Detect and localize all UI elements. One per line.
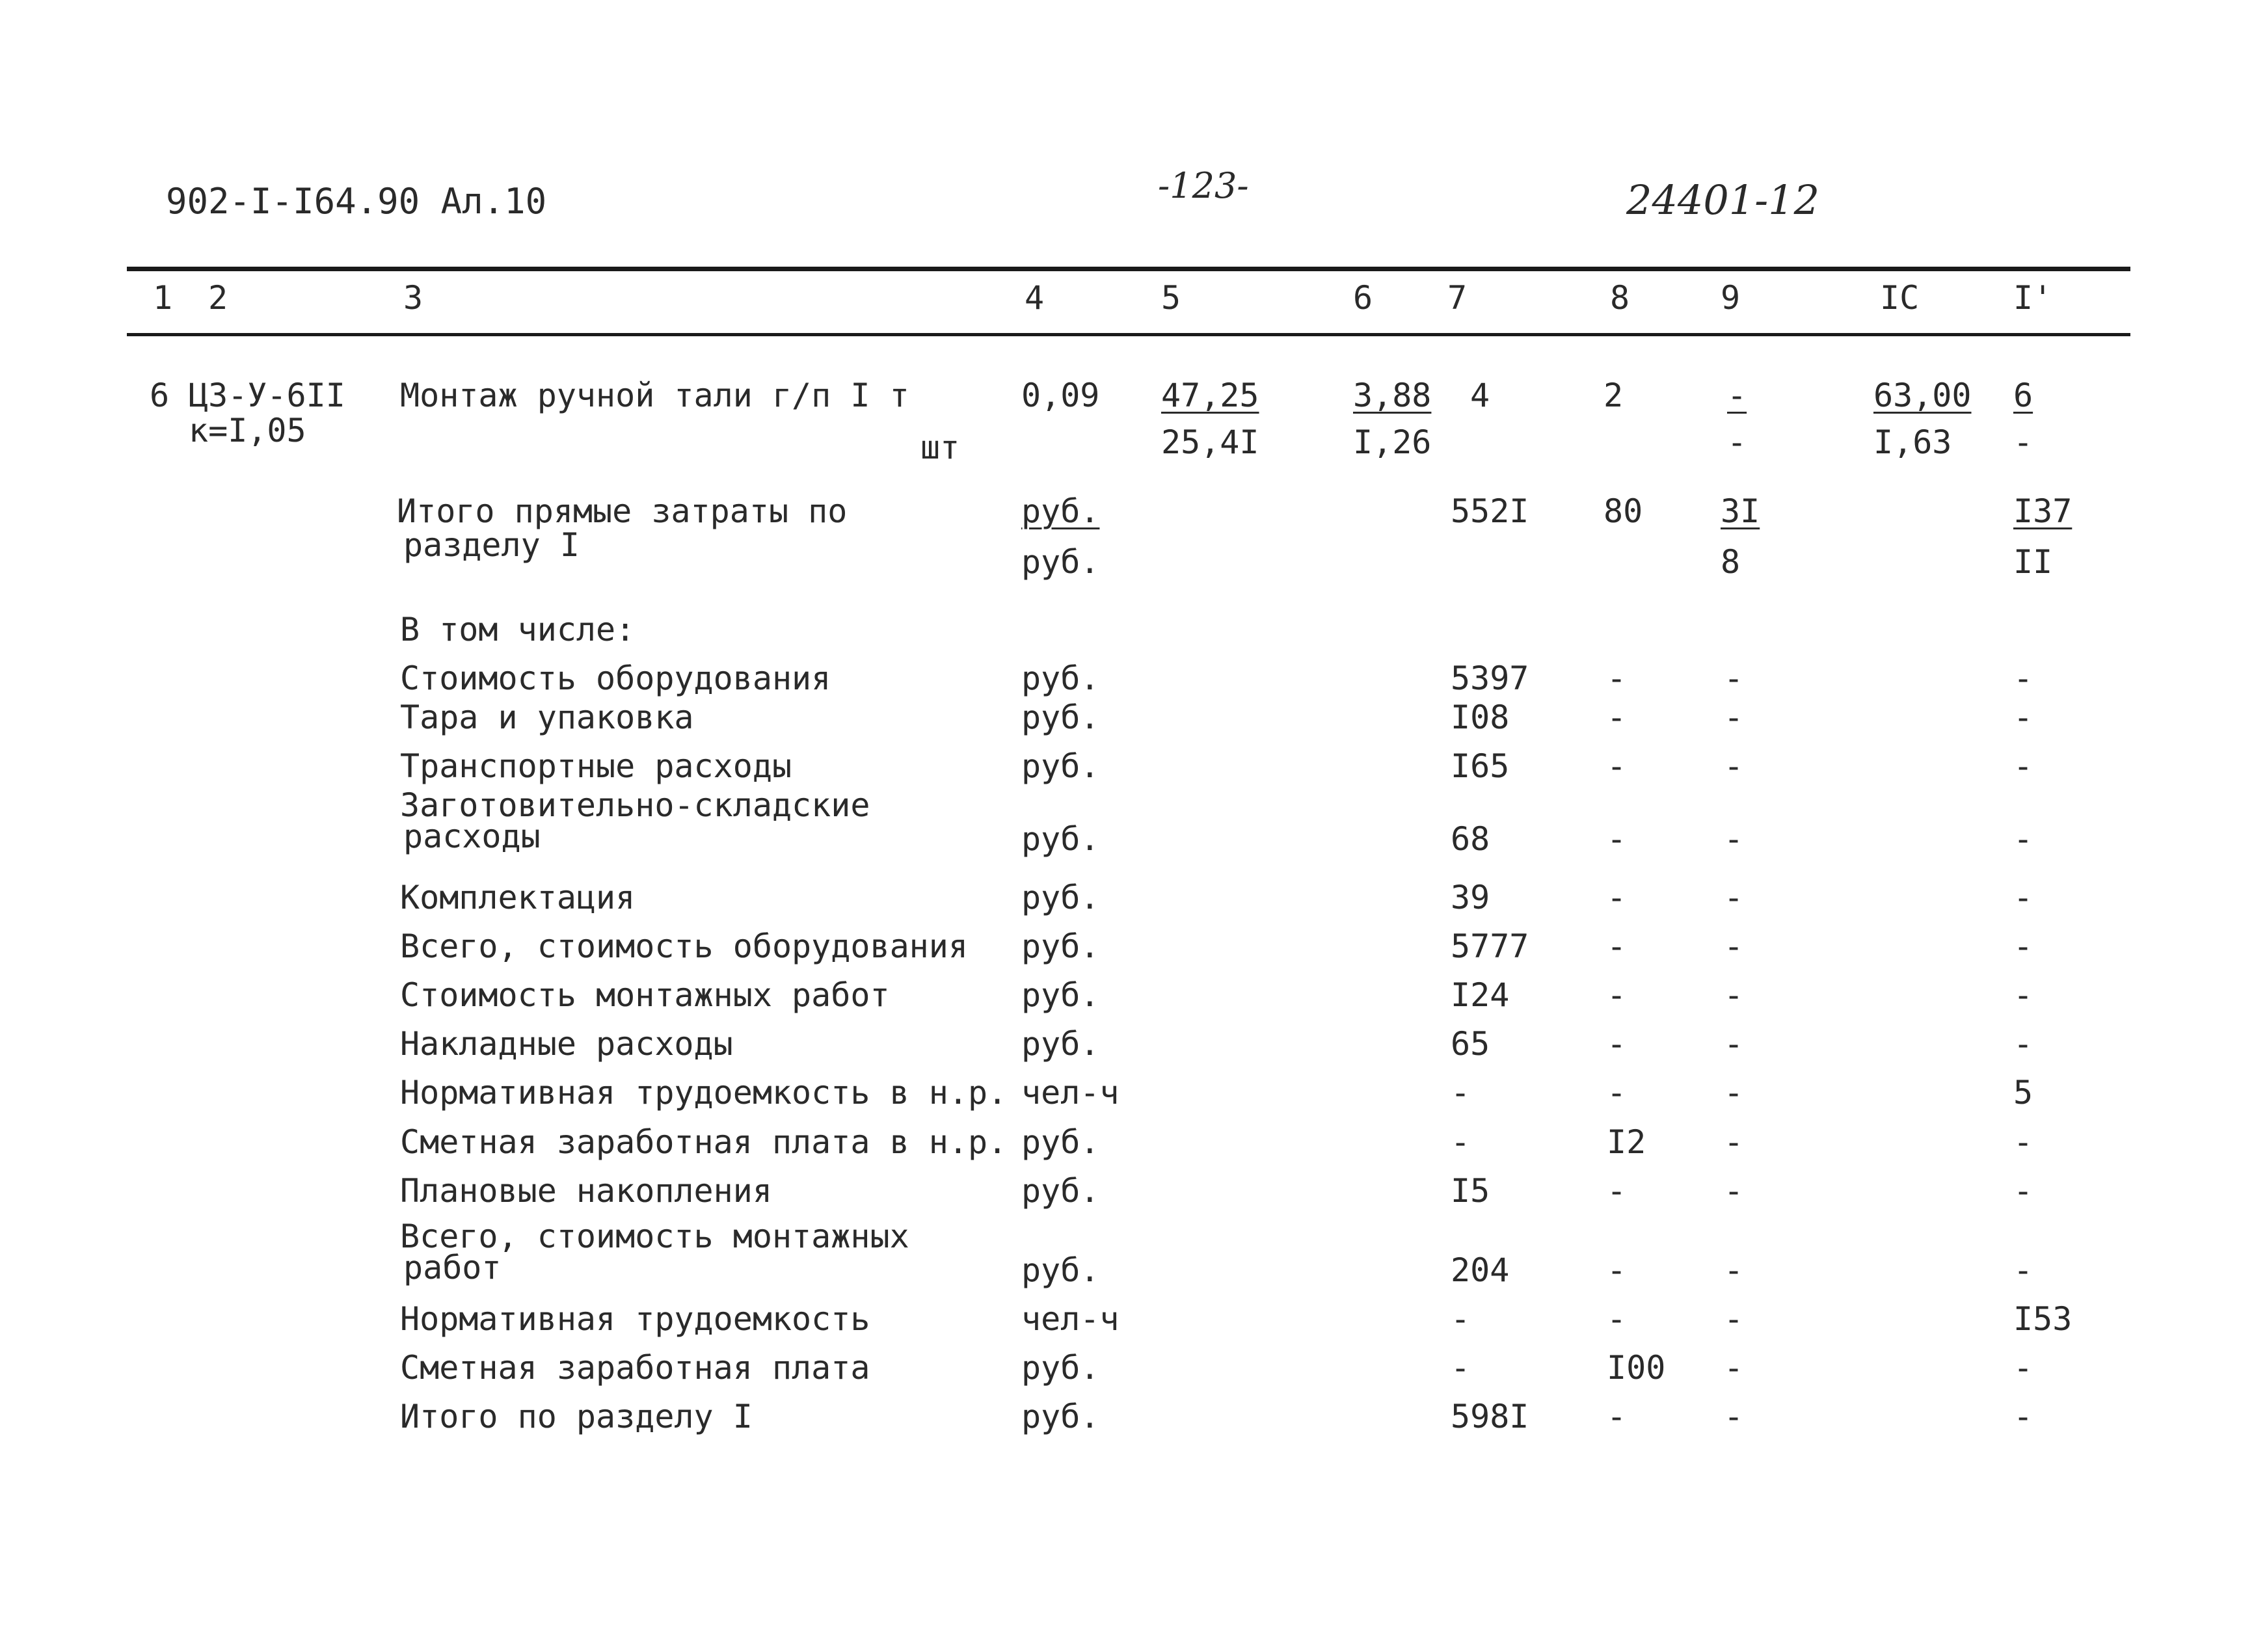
row-col8: - (1607, 747, 1627, 785)
item-number: 6 (150, 377, 170, 414)
row-col11: 5 (2013, 1074, 2033, 1112)
row-col7: 204 (1451, 1251, 1510, 1289)
row-col8: - (1607, 927, 1627, 965)
row-col9: - (1724, 1172, 1744, 1210)
row-col7: I08 (1451, 699, 1510, 736)
row-col11: - (2013, 1349, 2033, 1387)
row-unit: руб. (1021, 747, 1100, 785)
row-label: Плановые накопления (400, 1172, 772, 1210)
row-col7: - (1451, 1349, 1471, 1387)
row-unit: руб. (1021, 1172, 1100, 1210)
total-direct-col11-top: I37 (2013, 492, 2072, 530)
document-code: 902-I-I64.90 Ал.10 (166, 181, 547, 222)
total-direct-col9-bottom: 8 (1721, 543, 1741, 581)
item-col5-top: 47,25 (1161, 377, 1259, 414)
row-label: Комплектация (400, 879, 636, 916)
item-col10-bottom: I,63 (1873, 423, 1952, 461)
row-col9: - (1724, 976, 1744, 1014)
row-col8: - (1607, 1025, 1627, 1063)
item-col8: 2 (1603, 377, 1624, 414)
row-label: Всего, стоимость монтажных (400, 1218, 909, 1255)
column-header-7: 7 (1447, 279, 1468, 317)
row-col7: 68 (1451, 820, 1490, 858)
total-direct-col7: 552I (1451, 492, 1529, 530)
row-label: Сметная заработная плата в н.р. (400, 1123, 1008, 1161)
row-label-line2: расходы (403, 818, 541, 855)
row-col9: - (1724, 1398, 1744, 1435)
row-col9: - (1724, 820, 1744, 858)
table-top-rule (127, 267, 2130, 271)
row-col8: - (1607, 1251, 1627, 1289)
row-col9: - (1724, 1349, 1744, 1387)
row-col11: - (2013, 1398, 2033, 1435)
row-col8: - (1607, 976, 1627, 1014)
row-col8: - (1607, 659, 1627, 697)
row-col9: - (1724, 659, 1744, 697)
item-col7: 4 (1470, 377, 1490, 414)
row-col7: 65 (1451, 1025, 1490, 1063)
total-direct-unit-top: руб. (1021, 492, 1100, 530)
row-col8: I2 (1607, 1123, 1646, 1161)
column-header-8: 8 (1610, 279, 1630, 317)
row-col7: I5 (1451, 1172, 1490, 1210)
row-unit: чел-ч (1021, 1074, 1120, 1112)
row-label: Стоимость монтажных работ (400, 976, 890, 1014)
row-col11: - (2013, 1025, 2033, 1063)
row-col7: - (1451, 1074, 1471, 1112)
row-col11: - (2013, 879, 2033, 916)
row-col8: I00 (1607, 1349, 1666, 1387)
table-header-rule (127, 333, 2130, 336)
column-header-9: 9 (1721, 279, 1741, 317)
item-coefficient: к=I,05 (189, 412, 306, 449)
including-label: В том числе: (400, 611, 636, 648)
item-col9-top: - (1727, 377, 1747, 414)
row-col9: - (1724, 1300, 1744, 1338)
row-col7: 598I (1451, 1398, 1529, 1435)
row-col8: - (1607, 879, 1627, 916)
row-unit: руб. (1021, 1349, 1100, 1387)
item-unit: шт (920, 429, 960, 466)
row-col11: - (2013, 820, 2033, 858)
column-header-10: IC (1880, 279, 1920, 317)
row-col9: - (1724, 927, 1744, 965)
sheet-code: 24401-12 (1626, 176, 1820, 224)
row-col9: - (1724, 699, 1744, 736)
row-col7: I24 (1451, 976, 1510, 1014)
row-col9: - (1724, 1074, 1744, 1112)
row-col8: - (1607, 1300, 1627, 1338)
row-col7: 39 (1451, 879, 1490, 916)
row-label-line2: работ (403, 1249, 502, 1286)
item-name: Монтаж ручной тали г/п I т (400, 377, 909, 414)
row-unit: руб. (1021, 699, 1100, 736)
row-col7: 5397 (1451, 659, 1529, 697)
column-header-3: 3 (403, 279, 423, 317)
row-label: Стоимость оборудования (400, 659, 831, 697)
row-unit: руб. (1021, 1025, 1100, 1063)
row-col8: - (1607, 820, 1627, 858)
column-header-1: 1 (153, 279, 173, 317)
row-col11: - (2013, 1251, 2033, 1289)
row-label: Нормативная трудоемкость (400, 1300, 870, 1338)
column-header-2: 2 (208, 279, 228, 317)
row-unit: руб. (1021, 879, 1100, 916)
item-col10-top: 63,00 (1873, 377, 1972, 414)
row-col11: - (2013, 976, 2033, 1014)
row-col7: - (1451, 1300, 1471, 1338)
row-label: Сметная заработная плата (400, 1349, 870, 1387)
row-col8: - (1607, 1172, 1627, 1210)
total-direct-unit-bottom: руб. (1021, 543, 1100, 581)
item-code: ЦЗ-У-6II (189, 377, 345, 414)
total-direct-col8: 80 (1603, 492, 1643, 530)
row-col7: - (1451, 1123, 1471, 1161)
row-unit: чел-ч (1021, 1300, 1120, 1338)
row-label: Заготовительно-складские (400, 786, 870, 824)
item-col5-bottom: 25,4I (1161, 423, 1259, 461)
row-unit: руб. (1021, 659, 1100, 697)
row-col8: - (1607, 1398, 1627, 1435)
row-col8: - (1607, 1074, 1627, 1112)
page-number: -123- (1158, 165, 1249, 206)
row-label: Транспортные расходы (400, 747, 792, 785)
row-col11: - (2013, 1172, 2033, 1210)
total-direct-label-line2: разделу I (403, 526, 580, 564)
row-label: Итого по разделу I (400, 1398, 753, 1435)
item-col6-bottom: I,26 (1353, 423, 1432, 461)
row-col11: - (2013, 699, 2033, 736)
item-quantity: 0,09 (1021, 377, 1100, 414)
row-unit: руб. (1021, 820, 1100, 858)
row-col11: - (2013, 747, 2033, 785)
row-unit: руб. (1021, 1398, 1100, 1435)
row-unit: руб. (1021, 1123, 1100, 1161)
row-col9: - (1724, 1025, 1744, 1063)
item-col11-top: 6 (2013, 377, 2033, 414)
column-header-11: I' (2013, 279, 2053, 317)
row-unit: руб. (1021, 927, 1100, 965)
total-direct-col11-bottom: II (2013, 543, 2053, 581)
row-col9: - (1724, 1123, 1744, 1161)
row-col9: - (1724, 879, 1744, 916)
row-col7: 5777 (1451, 927, 1529, 965)
row-label: Всего, стоимость оборудования (400, 927, 968, 965)
row-col11: - (2013, 659, 2033, 697)
row-col9: - (1724, 747, 1744, 785)
row-label: Нормативная трудоемкость в н.р. (400, 1074, 1008, 1112)
column-header-5: 5 (1161, 279, 1181, 317)
row-label: Накладные расходы (400, 1025, 733, 1063)
row-col9: - (1724, 1251, 1744, 1289)
row-col11: - (2013, 1123, 2033, 1161)
row-unit: руб. (1021, 1251, 1100, 1289)
column-header-6: 6 (1353, 279, 1373, 317)
item-col9-bottom: - (1727, 423, 1747, 461)
row-col7: I65 (1451, 747, 1510, 785)
column-header-4: 4 (1025, 279, 1045, 317)
row-col8: - (1607, 699, 1627, 736)
total-direct-col9-top: 3I (1721, 492, 1760, 530)
row-col11: - (2013, 927, 2033, 965)
item-col11-bottom: - (2013, 423, 2033, 461)
row-col11: I53 (2013, 1300, 2072, 1338)
row-unit: руб. (1021, 976, 1100, 1014)
item-col6-top: 3,88 (1353, 377, 1432, 414)
row-label: Тара и упаковка (400, 699, 694, 736)
total-direct-label-line1: Итого прямые затраты по (397, 492, 848, 530)
